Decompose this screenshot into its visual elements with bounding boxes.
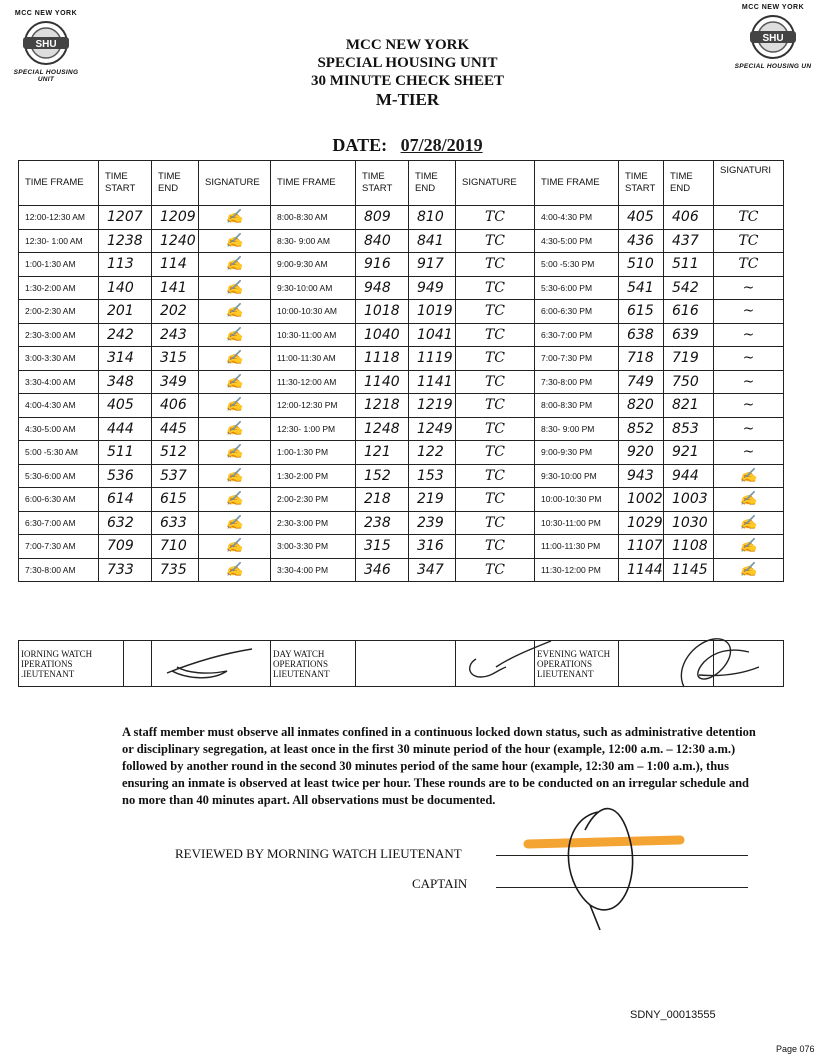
signature-cell[interactable]: TC: [456, 300, 535, 324]
logo-top-text-right: MCC NEW YORK: [741, 4, 805, 11]
day-watch-signature[interactable]: [456, 641, 535, 687]
time-end-cell[interactable]: 944: [664, 464, 714, 488]
time-frame-cell: 3:30-4:00 AM: [19, 370, 99, 394]
time-frame-cell: 9:00-9:30 PM: [535, 441, 619, 465]
time-frame-cell: 2:00-2:30 AM: [19, 300, 99, 324]
time-frame-cell: 5:00 -5:30 AM: [19, 441, 99, 465]
signature-cell[interactable]: ~: [714, 441, 784, 465]
document-id: SDNY_00013555: [630, 1009, 716, 1021]
time-frame-cell: 4:00-4:30 AM: [19, 394, 99, 418]
time-frame-cell: 8:30- 9:00 AM: [271, 229, 356, 253]
instructions-paragraph: A staff member must observe all inmates confined in a continuous locked down status, such as administrative detention or disciplinary segregation, at least once in the first 30 minute period of the hour (example, 12:00 a.m. – 12:30 a.m.) followed by another round in the second 30 minutes period of the same hour (example, 12:30 am – 1:00 a.m.), thus ensuring an inmate is observed at least twice per hour. These rounds are to be conducted on an irregular schedule and no more than 40 minutes apart. All observations must be documented.: [122, 725, 756, 807]
time-end-cell[interactable]: 710: [152, 535, 199, 559]
table-row: [19, 229, 784, 253]
time-start-cell[interactable]: 1140: [356, 370, 409, 394]
time-start-cell[interactable]: 536: [99, 464, 152, 488]
signature-cell[interactable]: ✍: [199, 464, 271, 488]
time-start-cell[interactable]: 733: [99, 558, 152, 582]
signature-cell[interactable]: ✍: [199, 558, 271, 582]
date-line: [0, 135, 815, 156]
time-end-cell[interactable]: 122: [409, 441, 456, 465]
time-start-cell[interactable]: 113: [99, 253, 152, 277]
time-start-cell[interactable]: 405: [619, 206, 664, 230]
table-row: [19, 300, 784, 324]
time-start-cell[interactable]: 948: [356, 276, 409, 300]
time-start-cell[interactable]: 718: [619, 347, 664, 371]
signature-cell[interactable]: TC: [456, 464, 535, 488]
time-start-cell[interactable]: 346: [356, 558, 409, 582]
signature-scribble-icon: [654, 627, 764, 697]
time-start-cell[interactable]: 1248: [356, 417, 409, 441]
signature-cell[interactable]: TC: [456, 558, 535, 582]
time-frame-cell: 8:00-8:30 PM: [535, 394, 619, 418]
page-number: Page 076: [776, 1044, 815, 1054]
captain-line[interactable]: [496, 887, 748, 888]
table-row: [19, 347, 784, 371]
signature-cell[interactable]: TC: [456, 347, 535, 371]
time-start-cell[interactable]: 218: [356, 488, 409, 512]
time-frame-cell: 11:00-11:30 AM: [271, 347, 356, 371]
signature-cell[interactable]: ✍: [199, 206, 271, 230]
time-end-cell[interactable]: 511: [664, 253, 714, 277]
time-frame-cell: 10:00-10:30 PM: [535, 488, 619, 512]
signature-cell[interactable]: ✍: [714, 535, 784, 559]
signature-cell[interactable]: ~: [714, 300, 784, 324]
header-line-2: SPECIAL HOUSING UNIT: [317, 55, 498, 71]
time-start-cell[interactable]: 632: [99, 511, 152, 535]
time-end-cell[interactable]: 853: [664, 417, 714, 441]
time-end-cell[interactable]: 841: [409, 229, 456, 253]
time-start-cell[interactable]: 1107: [619, 535, 664, 559]
logo-bottom-text-right: SPECIAL HOUSING UN: [734, 63, 812, 70]
time-frame-cell: 4:30-5:00 AM: [19, 417, 99, 441]
time-start-cell[interactable]: 140: [99, 276, 152, 300]
time-end-cell[interactable]: 1240: [152, 229, 199, 253]
signature-cell[interactable]: TC: [714, 229, 784, 253]
signature-cell[interactable]: TC: [456, 253, 535, 277]
time-end-cell[interactable]: 239: [409, 511, 456, 535]
time-end-cell[interactable]: 1119: [409, 347, 456, 371]
table-row: [19, 370, 784, 394]
badge-text: SHU: [762, 33, 784, 44]
captain-signature: [568, 809, 632, 930]
time-frame-cell: 9:00-9:30 AM: [271, 253, 356, 277]
time-start-cell[interactable]: 916: [356, 253, 409, 277]
time-end-cell[interactable]: 437: [664, 229, 714, 253]
time-end-cell[interactable]: 949: [409, 276, 456, 300]
table-row: [19, 394, 784, 418]
time-start-cell[interactable]: 1218: [356, 394, 409, 418]
time-start-cell[interactable]: 510: [619, 253, 664, 277]
signature-cell[interactable]: ✍: [199, 394, 271, 418]
logo-bottom-text: SPECIAL HOUSING UNIT: [13, 69, 79, 83]
time-frame-cell: 6:00-6:30 PM: [535, 300, 619, 324]
date-label: DATE:: [332, 135, 388, 155]
signature-cell[interactable]: ✍: [199, 417, 271, 441]
table-row: [19, 488, 784, 512]
evening-watch-signature[interactable]: [714, 641, 784, 687]
time-start-cell[interactable]: 201: [99, 300, 152, 324]
highlighter-mark: [528, 840, 680, 844]
signature-scribble-icon: [436, 627, 556, 682]
signature-cell[interactable]: ~: [714, 370, 784, 394]
time-start-cell[interactable]: 852: [619, 417, 664, 441]
signature-cell[interactable]: ✍: [714, 464, 784, 488]
table-row: [19, 535, 784, 559]
time-frame-cell: 7:30-8:00 PM: [535, 370, 619, 394]
table-row: [19, 417, 784, 441]
time-frame-cell: 12:30- 1:00 AM: [19, 229, 99, 253]
evening-watch-label: EVENING WATCH OPERATIONS LIEUTENANT: [535, 641, 619, 687]
time-end-cell[interactable]: 445: [152, 417, 199, 441]
time-end-cell[interactable]: 921: [664, 441, 714, 465]
signature-cell[interactable]: TC: [456, 417, 535, 441]
time-end-cell[interactable]: 633: [152, 511, 199, 535]
time-end-cell[interactable]: 616: [664, 300, 714, 324]
time-start-cell[interactable]: 444: [99, 417, 152, 441]
time-end-cell[interactable]: 537: [152, 464, 199, 488]
time-start-cell[interactable]: 1002: [619, 488, 664, 512]
captain-label: CAPTAIN: [412, 876, 468, 891]
time-end-cell[interactable]: 243: [152, 323, 199, 347]
time-frame-cell: 6:30-7:00 AM: [19, 511, 99, 535]
signature-cell[interactable]: TC: [456, 535, 535, 559]
signature-cell[interactable]: TC: [714, 206, 784, 230]
signature-cell[interactable]: TC: [456, 323, 535, 347]
time-frame-cell: 1:00-1:30 AM: [19, 253, 99, 277]
col-header: SIGNATURE: [456, 161, 535, 206]
signature-cell[interactable]: ✍: [199, 300, 271, 324]
col-header: TIME FRAME: [19, 161, 99, 206]
time-frame-cell: 12:00-12:30 PM: [271, 394, 356, 418]
time-end-cell[interactable]: 542: [664, 276, 714, 300]
signature-scribble-icon: [157, 643, 267, 683]
time-frame-cell: 7:30-8:00 AM: [19, 558, 99, 582]
table-row: [19, 511, 784, 535]
table-row: [19, 558, 784, 582]
time-end-cell[interactable]: 735: [152, 558, 199, 582]
header-line-1: MCC NEW YORK: [345, 37, 470, 53]
logo-top-text: MCC NEW YORK: [14, 10, 78, 17]
time-start-cell[interactable]: 820: [619, 394, 664, 418]
time-end-cell[interactable]: 821: [664, 394, 714, 418]
signature-cell[interactable]: TC: [456, 276, 535, 300]
time-frame-cell: 11:30-12:00 PM: [535, 558, 619, 582]
time-start-cell[interactable]: 405: [99, 394, 152, 418]
time-frame-cell: 2:30-3:00 PM: [271, 511, 356, 535]
table-row: [19, 253, 784, 277]
time-frame-cell: 4:30-5:00 PM: [535, 229, 619, 253]
time-end-cell[interactable]: 219: [409, 488, 456, 512]
time-frame-cell: 11:00-11:30 PM: [535, 535, 619, 559]
signature-cell[interactable]: TC: [456, 370, 535, 394]
time-end-cell[interactable]: 1019: [409, 300, 456, 324]
time-start-cell[interactable]: 238: [356, 511, 409, 535]
time-start-cell[interactable]: 614: [99, 488, 152, 512]
reviewed-by-line[interactable]: [496, 855, 748, 856]
time-frame-cell: 4:00-4:30 PM: [535, 206, 619, 230]
time-frame-cell: 8:00-8:30 AM: [271, 206, 356, 230]
time-frame-cell: 6:00-6:30 AM: [19, 488, 99, 512]
signature-cell[interactable]: ✍: [199, 370, 271, 394]
document-header: [0, 36, 815, 110]
day-watch-label: DAY WATCH OPERATIONS LIEUTENANT: [271, 641, 356, 687]
time-start-cell[interactable]: 920: [619, 441, 664, 465]
time-start-cell[interactable]: 1040: [356, 323, 409, 347]
time-end-cell[interactable]: 750: [664, 370, 714, 394]
signature-cell[interactable]: ✍: [199, 535, 271, 559]
reviewed-by-label: REVIEWED BY MORNING WATCH LIEUTENANT: [175, 846, 462, 861]
time-frame-cell: 2:30-3:00 AM: [19, 323, 99, 347]
col-header: TIME FRAME: [271, 161, 356, 206]
time-start-cell[interactable]: 541: [619, 276, 664, 300]
time-start-cell[interactable]: 1018: [356, 300, 409, 324]
time-end-cell[interactable]: 202: [152, 300, 199, 324]
time-frame-cell: 8:30- 9:00 PM: [535, 417, 619, 441]
time-end-cell[interactable]: 406: [664, 206, 714, 230]
time-frame-cell: 7:00-7:30 PM: [535, 347, 619, 371]
signature-cell[interactable]: ✍: [199, 347, 271, 371]
time-start-cell[interactable]: 638: [619, 323, 664, 347]
table-row: [19, 323, 784, 347]
header-line-4: M-TIER: [375, 90, 440, 109]
table-row: [19, 441, 784, 465]
time-end-cell[interactable]: 719: [664, 347, 714, 371]
time-frame-cell: 12:30- 1:00 PM: [271, 417, 356, 441]
signature-cell[interactable]: ✍: [199, 511, 271, 535]
morning-watch-signature[interactable]: [152, 641, 271, 687]
time-end-cell[interactable]: 615: [152, 488, 199, 512]
time-frame-cell: 9:30-10:00 AM: [271, 276, 356, 300]
signature-cell[interactable]: TC: [456, 394, 535, 418]
header-line-3: 30 MINUTE CHECK SHEET: [311, 73, 504, 89]
table-row: [19, 276, 784, 300]
time-frame-cell: 5:00 -5:30 PM: [535, 253, 619, 277]
time-start-cell[interactable]: 749: [619, 370, 664, 394]
signature-cell[interactable]: ✍: [714, 488, 784, 512]
time-frame-cell: 11:30-12:00 AM: [271, 370, 356, 394]
time-end-cell[interactable]: 347: [409, 558, 456, 582]
time-end-cell[interactable]: 349: [152, 370, 199, 394]
morning-watch-label: IORNING WATCH IPERATIONS .IEUTENANT: [19, 641, 124, 687]
time-end-cell[interactable]: 315: [152, 347, 199, 371]
signature-cell[interactable]: ~: [714, 323, 784, 347]
table-row: [19, 464, 784, 488]
time-end-cell[interactable]: 639: [664, 323, 714, 347]
signature-cell[interactable]: ✍: [199, 323, 271, 347]
table-header-row: [19, 161, 784, 206]
signature-cell[interactable]: TC: [456, 229, 535, 253]
time-frame-cell: 3:30-4:00 PM: [271, 558, 356, 582]
time-start-cell[interactable]: 1144: [619, 558, 664, 582]
time-start-cell[interactable]: 242: [99, 323, 152, 347]
signature-cell[interactable]: TC: [456, 206, 535, 230]
signature-cell[interactable]: ~: [714, 394, 784, 418]
time-start-cell[interactable]: 615: [619, 300, 664, 324]
signature-cell[interactable]: ✍: [199, 276, 271, 300]
time-frame-cell: 9:30-10:00 PM: [535, 464, 619, 488]
table-body: [19, 206, 784, 582]
signature-cell[interactable]: ✍: [199, 488, 271, 512]
col-header: TIME END: [409, 161, 456, 206]
signature-cell[interactable]: ✍: [199, 441, 271, 465]
col-header: SIGNATURI: [714, 161, 784, 206]
time-end-cell[interactable]: 917: [409, 253, 456, 277]
col-header: TIME START: [99, 161, 152, 206]
time-start-cell[interactable]: 709: [99, 535, 152, 559]
date-value: 07/28/2019: [400, 135, 483, 155]
time-frame-cell: 3:00-3:30 PM: [271, 535, 356, 559]
col-header: SIGNATURE: [199, 161, 271, 206]
time-frame-cell: 1:30-2:00 AM: [19, 276, 99, 300]
watch-signature-table: [18, 640, 784, 687]
time-frame-cell: 5:30-6:00 AM: [19, 464, 99, 488]
col-header: TIME FRAME: [535, 161, 619, 206]
time-start-cell[interactable]: 943: [619, 464, 664, 488]
time-frame-cell: 10:00-10:30 AM: [271, 300, 356, 324]
time-end-cell[interactable]: 1249: [409, 417, 456, 441]
time-frame-cell: 2:00-2:30 PM: [271, 488, 356, 512]
time-start-cell[interactable]: 809: [356, 206, 409, 230]
col-header: TIME END: [152, 161, 199, 206]
time-frame-cell: 1:00-1:30 PM: [271, 441, 356, 465]
time-end-cell[interactable]: 406: [152, 394, 199, 418]
signature-cell[interactable]: TC: [456, 511, 535, 535]
time-end-cell[interactable]: 141: [152, 276, 199, 300]
signature-cell[interactable]: ✍: [199, 253, 271, 277]
time-end-cell[interactable]: 810: [409, 206, 456, 230]
signature-cell[interactable]: TC: [456, 441, 535, 465]
time-frame-cell: 1:30-2:00 PM: [271, 464, 356, 488]
time-start-cell[interactable]: 511: [99, 441, 152, 465]
time-start-cell[interactable]: 315: [356, 535, 409, 559]
signature-cell[interactable]: TC: [456, 488, 535, 512]
time-end-cell[interactable]: 1209: [152, 206, 199, 230]
time-frame-cell: 12:00-12:30 AM: [19, 206, 99, 230]
time-start-cell[interactable]: 1238: [99, 229, 152, 253]
time-end-cell[interactable]: 1145: [664, 558, 714, 582]
time-start-cell[interactable]: 840: [356, 229, 409, 253]
time-frame-cell: 3:00-3:30 AM: [19, 347, 99, 371]
time-end-cell[interactable]: 1041: [409, 323, 456, 347]
time-end-cell[interactable]: 1108: [664, 535, 714, 559]
time-start-cell[interactable]: 348: [99, 370, 152, 394]
col-header: TIME END: [664, 161, 714, 206]
time-frame-cell: 5:30-6:00 PM: [535, 276, 619, 300]
signature-cell[interactable]: ~: [714, 347, 784, 371]
watch-row: [19, 641, 784, 687]
time-frame-cell: 10:30-11:00 PM: [535, 511, 619, 535]
signature-cell[interactable]: ✍: [714, 511, 784, 535]
table-row: [19, 206, 784, 230]
badge-text: SHU: [35, 39, 57, 50]
check-sheet-table: [18, 160, 784, 582]
col-header: TIME START: [619, 161, 664, 206]
time-start-cell[interactable]: 436: [619, 229, 664, 253]
time-end-cell[interactable]: 512: [152, 441, 199, 465]
signature-cell[interactable]: ~: [714, 417, 784, 441]
time-frame-cell: 10:30-11:00 AM: [271, 323, 356, 347]
time-end-cell[interactable]: 1219: [409, 394, 456, 418]
time-start-cell[interactable]: 1118: [356, 347, 409, 371]
time-end-cell[interactable]: 1141: [409, 370, 456, 394]
time-end-cell[interactable]: 1003: [664, 488, 714, 512]
time-start-cell[interactable]: 1207: [99, 206, 152, 230]
col-header: TIME START: [356, 161, 409, 206]
time-frame-cell: 7:00-7:30 AM: [19, 535, 99, 559]
time-end-cell[interactable]: 316: [409, 535, 456, 559]
signature-cell[interactable]: TC: [714, 253, 784, 277]
signature-cell[interactable]: ~: [714, 276, 784, 300]
time-frame-cell: 6:30-7:00 PM: [535, 323, 619, 347]
time-start-cell[interactable]: 1029: [619, 511, 664, 535]
signature-cell[interactable]: ✍: [199, 229, 271, 253]
time-end-cell[interactable]: 153: [409, 464, 456, 488]
time-end-cell[interactable]: 1030: [664, 511, 714, 535]
time-start-cell[interactable]: 121: [356, 441, 409, 465]
signature-cell[interactable]: ✍: [714, 558, 784, 582]
time-end-cell[interactable]: 114: [152, 253, 199, 277]
time-start-cell[interactable]: 314: [99, 347, 152, 371]
time-start-cell[interactable]: 152: [356, 464, 409, 488]
blank-cell: [124, 641, 152, 687]
